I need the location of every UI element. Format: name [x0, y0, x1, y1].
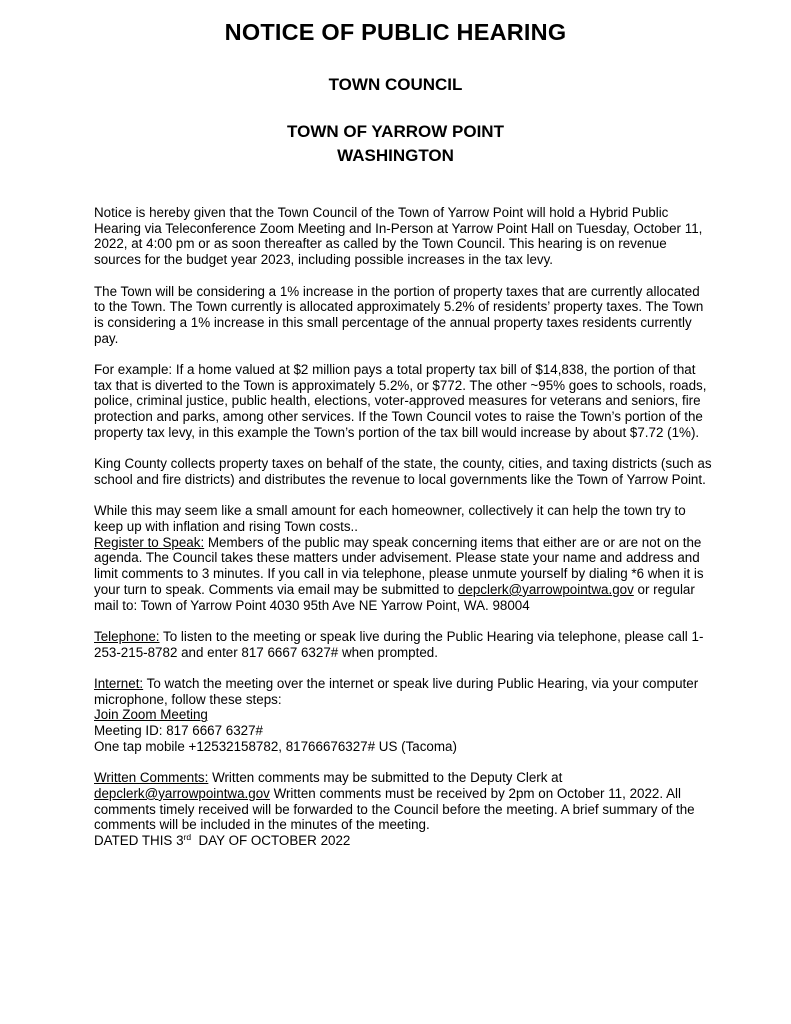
internet-paragraph: [94, 676, 714, 707]
join-zoom-link[interactable]: [94, 707, 714, 723]
notice-paragraph: Notice is hereby given that the Town Council of the Town of Yarrow Point will hold a Hybrid Public Hearing via Teleconference Zoom Meeting and In-Person at Yarrow Point Hall on Tuesday, October 11, 2022, at 4:00 pm or as soon thereafter as called by the Town Council. This hearing is on revenue sources for the budget year 2023, including possible increases in the tax levy.: [94, 205, 703, 268]
written-email-link[interactable]: depclerk@yarrowpointwa.gov: [94, 785, 270, 801]
dated-line: [94, 833, 714, 849]
register-email-link[interactable]: depclerk@yarrowpointwa.gov: [457, 581, 634, 597]
register-text: Members of the public may speak concerning items that either are or are not on the agenda. The Council takes these matters under advisement. Please state your name and address and limit comments to 3 minutes. If you call in via telephone, please unmute yourself by dialing *6 when it is your turn to speak. Comments via email may be submitted to: [94, 534, 704, 597]
council-heading: TOWN COUNCIL: [328, 75, 463, 94]
internet-heading: Internet:: [94, 676, 144, 691]
internet-text: To watch the meeting over the internet or speak live during Public Hearing, via your computer microphone, follow these steps:: [94, 676, 699, 707]
king-county-paragraph: King County collects property taxes on behalf of the state, the county, cities, and taxing districts (such as school and fire districts) and distributes the revenue to local governments like the Town of Yarrow Point.: [94, 456, 712, 487]
notice-body: [94, 205, 714, 849]
written-text: Written comments may be submitted to the Deputy Clerk at: [208, 770, 563, 786]
increase-paragraph: The Town will be considering a 1% increase in the portion of property taxes that are currently allocated to the Town. The Town currently is allocated approximately 5.2% of residents’ property taxes. The Town is considering a 1% increase in this small percentage of the annual property taxes residents currently pay.: [94, 283, 704, 346]
written-text-after: Written comments must be received by 2pm on October 11, 2022. All comments timely received will be forwarded to the Council before the meeting. A brief summary of the comments will be included in the minutes of the meeting.: [94, 785, 695, 833]
town-heading: TOWN OF YARROW POINT: [287, 122, 504, 141]
one-tap-mobile: One tap mobile +12532158782, 81766676327# US (Tacoma): [94, 738, 457, 754]
meeting-id: Meeting ID: 817 6667 6327#: [94, 723, 263, 739]
dated-prefix: DATED THIS 3: [94, 833, 184, 849]
telephone-text: To listen to the meeting or speak live during the Public Hearing via telephone, please call 1-253-215-8782 and enter 817 6667 6327# when prompted.: [94, 628, 704, 660]
state-heading: WASHINGTON: [337, 146, 454, 165]
dated-suffix: DAY OF OCTOBER 2022: [191, 833, 351, 849]
written-comments-paragraph: [94, 770, 714, 833]
notice-title: NOTICE OF PUBLIC HEARING: [224, 19, 567, 45]
register-heading: Register to Speak:: [94, 534, 205, 550]
written-heading: Written Comments:: [94, 770, 209, 786]
register-paragraph: [94, 535, 714, 614]
telephone-paragraph: [94, 629, 714, 660]
join-zoom-label[interactable]: Join Zoom Meeting: [94, 707, 208, 723]
dated-ordinal: rd: [183, 832, 192, 843]
small-amount-paragraph: While this may seem like a small amount for each homeowner, collectively it can help the town try to keep up with inflation and rising Town costs..: [94, 503, 686, 534]
telephone-heading: Telephone:: [94, 628, 160, 644]
example-paragraph: For example: If a home valued at $2 million pays a total property tax bill of $14,838, the portion of that tax that is diverted to the Town is approximately 5.2%, or $772. The other ~95% goes to schools, roads, police, criminal justice, public health, elections, voter-approved measures for veterans and seniors, fire protection and parks, among other services. If the Town Council votes to raise the Town’s portion of the property tax levy, in this example the Town’s portion of the tax bill would increase by about $7.72 (1%).: [94, 362, 707, 440]
register-text-after: or regular mail to: Town of Yarrow Point 4030 95th Ave NE Yarrow Point, WA. 98004: [94, 581, 695, 613]
